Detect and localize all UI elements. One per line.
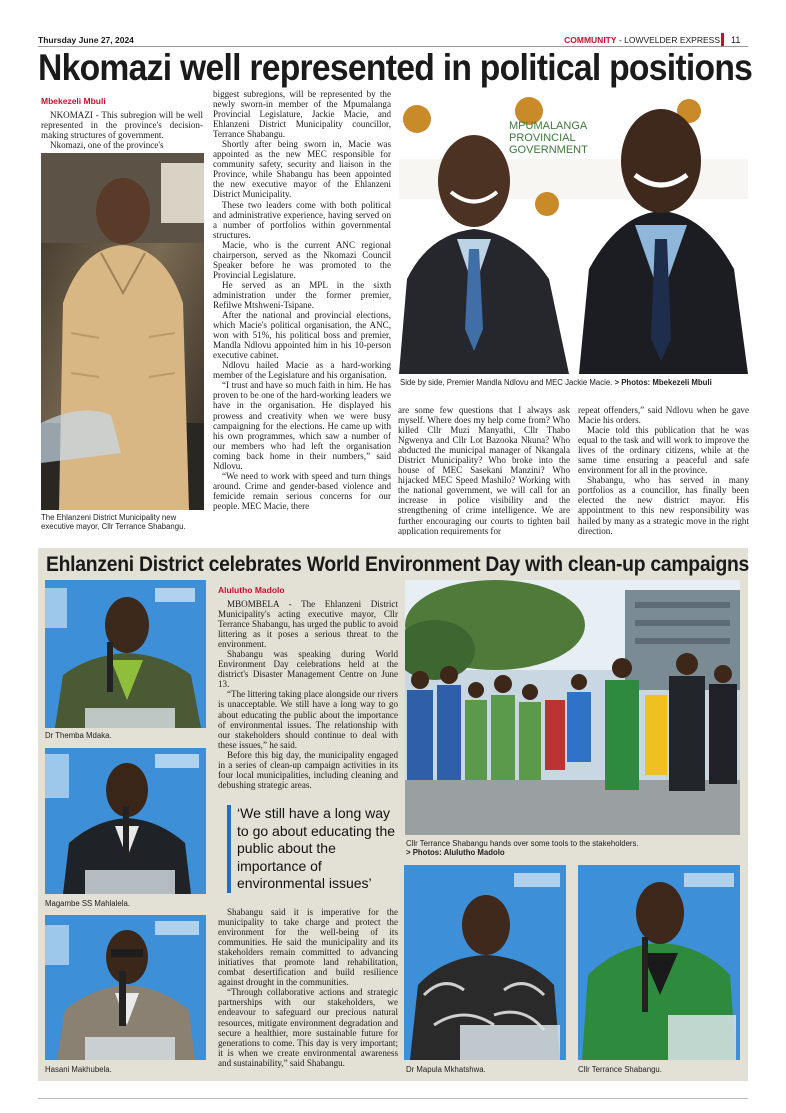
banner-line-3: GOVERNMENT xyxy=(509,144,588,156)
banner-line-1: MPUMALANGA xyxy=(509,120,588,132)
speaker-image-5 xyxy=(578,865,740,1060)
article1-paragraph: Ndlovu hailed Macie as a hard-working member of the Legislature and his organisation. xyxy=(213,360,391,381)
article1-paragraph: biggest subregions, will be represented by the newly sworn-in member of the Mpumalanga Provincial Legislature, Jackie Macie, and Ehlanzeni District Municipality councillor, Terrance Shabangu. xyxy=(213,89,391,140)
header-divider xyxy=(721,33,724,46)
article2-paragraph: “Through collaborative actions and strategic partnerships with our stakeholders, we endeavour to safeguard our precious natural resources, mitigate environment degradation and secure a healthier, more sustainable future for generations to come. This day is very important; it is when we create environmental awareness and sustainability,” said Shabangu. xyxy=(218,987,398,1068)
banner-line-2: PROVINCIAL xyxy=(509,132,576,144)
article2-column-bottom xyxy=(218,907,398,1082)
article1-paragraph: NKOMAZI - This subregion will be well represented in the province's decision-making structures of government. xyxy=(41,110,203,141)
article1-paragraph: Shortly after being sworn in, Macie was appointed as the new MEC responsible for community safety, security and liaison in the Province, while Shabangu has been appointed the new executive mayor of the Ehlanzeni District Municipality. xyxy=(213,139,391,200)
photo-executive-mayor xyxy=(41,153,204,510)
article1-paragraph: After the national and provincial elections, which Macie's political organisation, the ANC, won with 51%, his political boss and premier, Mandla Ndlovu appointed him in his 10-person executive cabinet. xyxy=(213,310,391,361)
article1-paragraph: He served as an MPL in the sixth administration under the former premier, Refilwe Mtshweni-Tsipane. xyxy=(213,279,391,310)
article2-headline: Ehlanzeni District celebrates World Environment Day with clean-up campaigns xyxy=(46,552,750,576)
page-number: 11 xyxy=(731,35,741,45)
photo-themba-mdaka xyxy=(45,580,206,728)
article1-byline: Mbekezeli Mbuli xyxy=(41,96,106,106)
issue-date: Thursday June 27, 2024 xyxy=(38,35,134,45)
photo-credit-main: > Photos: Mbekezeli Mbuli xyxy=(612,378,712,387)
article1-paragraph: repeat offenders,” said Ndlovu when he gave Macie his orders. xyxy=(578,405,749,426)
article2-paragraph: Before this big day, the municipality engaged in a series of clean-up campaign activities in its four local municipalities, including cleaning and debushing strategic areas. xyxy=(218,749,398,790)
photo-caption-mayor: The Ehlanzeni District Municipality new executive mayor, Cllr Terrance Shabangu. xyxy=(41,513,186,532)
pull-quote: ‘We still have a long way to go about educating the public about the importance of environmental issues’ xyxy=(227,805,402,893)
photo-hasani-makhubela xyxy=(45,915,206,1060)
article2-paragraph: Shabangu said it is imperative for the municipality to take charge and protect the environment for the well-being of its communities. He said the municipality and its stakeholders remain committed to advancing initiatives that promote land rehabilitation, combat desertification and build resilience against drought in the communities. xyxy=(218,907,398,988)
speaker-image-1 xyxy=(45,580,206,728)
photo-caption-1: Dr Themba Mdaka. xyxy=(45,731,112,740)
article1-column-2 xyxy=(213,89,391,536)
photo-magambe-mahlalela xyxy=(45,748,206,894)
article2-paragraph: “The littering taking place alongside our rivers is unacceptable. We still have a long way to go about educating the public about the importance of environmental issues. The relationship with our stakeholders should continue to deal with these issues,” he said. xyxy=(218,689,398,750)
page-headline: Nkomazi well represented in political positions xyxy=(38,47,753,88)
premier-mec-image xyxy=(399,89,748,374)
photo-caption-5: Cllr Terrance Shabangu. xyxy=(578,1065,662,1074)
photo-credit-group: > Photos: Alulutho Madolo xyxy=(406,848,505,858)
section-label xyxy=(564,35,720,45)
article1-column-4 xyxy=(578,405,749,535)
section-name: COMMUNITY xyxy=(564,35,617,45)
article2-paragraph: MBOMBELA - The Ehlanzeni District Municipality's acting executive mayor, Cllr Terrance Shabangu, has urged the public to avoid littering as it poses a serious threat to the environment. xyxy=(218,599,398,650)
article1-paragraph: “I trust and have so much faith in him. He has proven to be one of the hard-working leaders we have in the organisation. He displayed his prowess and creativity when we were busy campaigning for the elections. He came up with his own programmes, which saw a number of our members who had left the organisation coming back home in their numbers,” said Ndlovu. xyxy=(213,380,391,471)
photo-terrance-shabangu xyxy=(578,865,740,1060)
photo-caption-group xyxy=(406,839,741,858)
article1-paragraph: are some few questions that I always ask myself. Where does my help come from? Who killed Cllr Muzi Manyathi, Cllr Thabo Ngwenya and Cllr Lot Bazooka Nkuna? Who abducted the municipal manager of Nkangala District Municipality? Who broke into the house of MEC Sasekani Manzini? Who hijacked MEC Speed Mashilo? Working with the national government, we will call for an increase in police visibility and the strengthening of crime intelligence. We are further encouraging our courts to tighten bail application requirements for xyxy=(398,405,570,535)
article1-column-3 xyxy=(398,405,570,535)
article1-paragraph: “We need to work with speed and turn things around. Crime and gender-based violence and femicide remain serious concerns for our people. MEC Macie, there xyxy=(213,470,391,511)
photo-caption-main xyxy=(400,378,748,387)
photo-premier-and-mec xyxy=(399,89,748,374)
article1-paragraph: Macie told this publication that he was equal to the task and will work to improve the lives of the ordinary citizens, while at the same time ensuring a peaceful and safe environment for all in the province. xyxy=(578,425,749,476)
speaker-image-2 xyxy=(45,748,206,894)
photo-caption-4: Dr Mapula Mkhatshwa. xyxy=(406,1065,486,1074)
article1-column-1 xyxy=(41,110,203,154)
group-handover-image xyxy=(405,580,740,835)
article1-paragraph: Shabangu, who has served in many portfolios as a councillor, has finally been elected the new district mayor. His appointment to this new responsibility was hailed by many as a strategic move in the right direction. xyxy=(578,475,749,535)
photo-caption-group-text: Cllr Terrance Shabangu hands over some tools to the stakeholders. xyxy=(406,839,639,848)
photo-mapula-mkhatshwa xyxy=(404,865,566,1060)
speaker-image-3 xyxy=(45,915,206,1060)
mayor-portrait-image xyxy=(41,153,204,510)
photo-group-handover xyxy=(405,580,740,835)
article2-column-top xyxy=(218,599,398,799)
article2-byline: Alulutho Madolo xyxy=(218,585,285,595)
page-bottom-rule xyxy=(38,1098,748,1099)
publication-name: - LOWVELDER EXPRESS xyxy=(616,35,720,45)
photo-caption-2: Magambe SS Mahlalela. xyxy=(45,899,130,908)
speaker-image-4 xyxy=(404,865,566,1060)
article1-paragraph: Macie, who is the current ANC regional chairperson, served as the Nkomazi Council Speaker before he was promoted to the Provincial Legislature. xyxy=(213,239,391,280)
article1-paragraph: These two leaders come with both political and administrative experience, having served on a number of portfolios within governmental structures. xyxy=(213,199,391,240)
photo-caption-main-text: Side by side, Premier Mandla Ndlovu and MEC Jackie Macie. xyxy=(400,378,613,387)
photo-caption-3: Hasani Makhubela. xyxy=(45,1065,112,1074)
article1-paragraph: Nkomazi, one of the province's xyxy=(50,140,164,151)
article2-paragraph: Shabangu was speaking during World Environment Day celebrations held at the district's Disaster Management Centre on June 13. xyxy=(218,649,398,690)
